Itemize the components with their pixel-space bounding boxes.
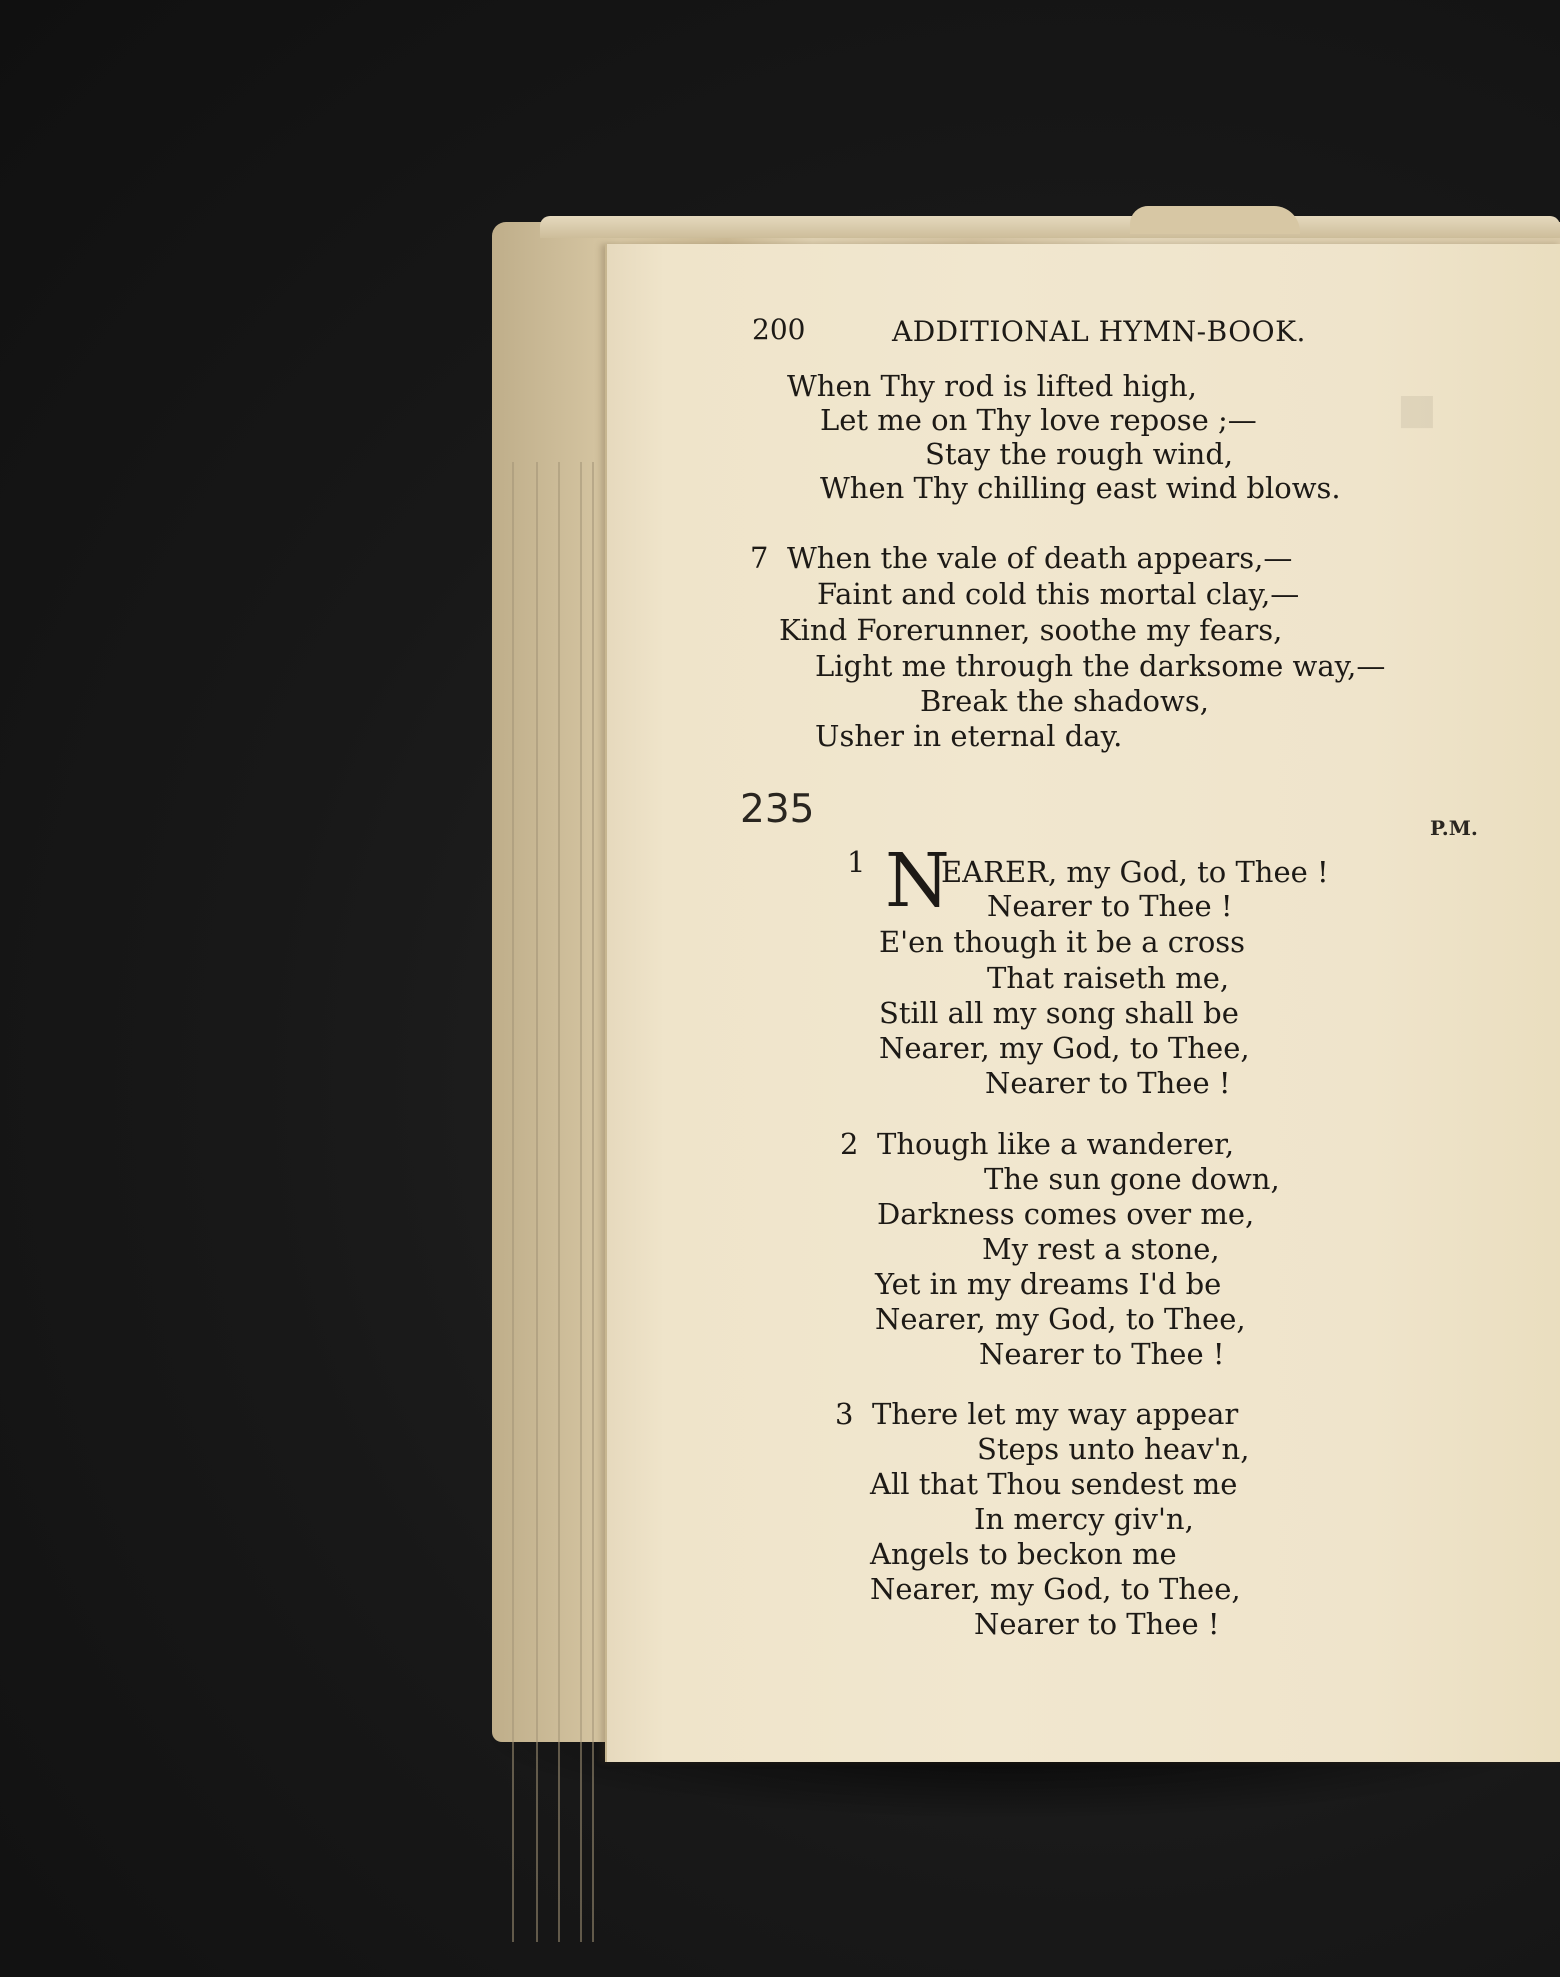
verse-line: Faint and cold this mortal clay,— — [817, 577, 1300, 611]
verse-line: Nearer to Thee ! — [974, 1607, 1220, 1641]
verse-line: Nearer, my God, to Thee, — [875, 1302, 1246, 1336]
verse-line: Darkness comes over me, — [877, 1197, 1255, 1231]
hymn-meter: P.M. — [1430, 816, 1478, 840]
verse-line: Kind Forerunner, soothe my fears, — [779, 613, 1283, 647]
verse-number: 1 — [847, 845, 866, 879]
page-number: 200 — [752, 313, 806, 346]
page-tear — [1130, 206, 1300, 234]
verse-line: When Thy rod is lifted high, — [787, 369, 1197, 403]
verse-line: My rest a stone, — [982, 1232, 1220, 1266]
verse-line: Usher in eternal day. — [815, 719, 1123, 753]
verse-line: The sun gone down, — [984, 1162, 1280, 1196]
verse-line: In mercy giv'n, — [974, 1502, 1194, 1536]
hymn-number: 235 — [740, 787, 815, 832]
verse-line: Nearer, my God, to Thee, — [879, 1031, 1250, 1065]
verse-line: Though like a wanderer, — [877, 1127, 1235, 1161]
verse-line: Still all my song shall be — [879, 996, 1239, 1030]
page-edge-line — [512, 462, 514, 1942]
verse-line: Steps unto heav'n, — [977, 1432, 1250, 1466]
verse-line: Nearer to Thee ! — [985, 1066, 1231, 1100]
page-top-edge — [540, 216, 1560, 238]
page-edge-line — [592, 462, 594, 1942]
verse-line: Nearer to Thee ! — [979, 1337, 1225, 1371]
verse-line: All that Thou sendest me — [870, 1467, 1238, 1501]
verse-number: 3 — [835, 1397, 854, 1431]
running-title: ADDITIONAL HYMN-BOOK. — [892, 315, 1306, 348]
book-page — [605, 244, 1560, 1762]
verse-number: 7 — [750, 541, 769, 575]
verse-line: Break the shadows, — [920, 684, 1209, 718]
verse-line: Nearer to Thee ! — [987, 889, 1233, 923]
verse-line: EARER, my God, to Thee ! — [941, 855, 1329, 889]
verse-number: 2 — [840, 1127, 859, 1161]
show-through: ■ — [1397, 384, 1437, 433]
verse-line: When Thy chilling east wind blows. — [820, 471, 1341, 505]
verse-line: That raiseth me, — [987, 961, 1230, 995]
page-edge-line — [558, 462, 560, 1942]
verse-line: Light me through the darksome way,— — [815, 649, 1386, 683]
verse-line: Angels to beckon me — [870, 1537, 1177, 1571]
drop-cap: N — [885, 838, 950, 924]
verse-line: Nearer, my God, to Thee, — [870, 1572, 1241, 1606]
verse-line: Stay the rough wind, — [925, 437, 1234, 471]
verse-line: Yet in my dreams I'd be — [875, 1267, 1222, 1301]
verse-line: E'en though it be a cross — [879, 925, 1246, 959]
verse-line: There let my way appear — [872, 1397, 1239, 1431]
page-edge-line — [580, 462, 582, 1942]
page-edge-line — [536, 462, 538, 1942]
verse-line: Let me on Thy love repose ;— — [820, 403, 1257, 437]
verse-line: When the vale of death appears,— — [787, 541, 1293, 575]
